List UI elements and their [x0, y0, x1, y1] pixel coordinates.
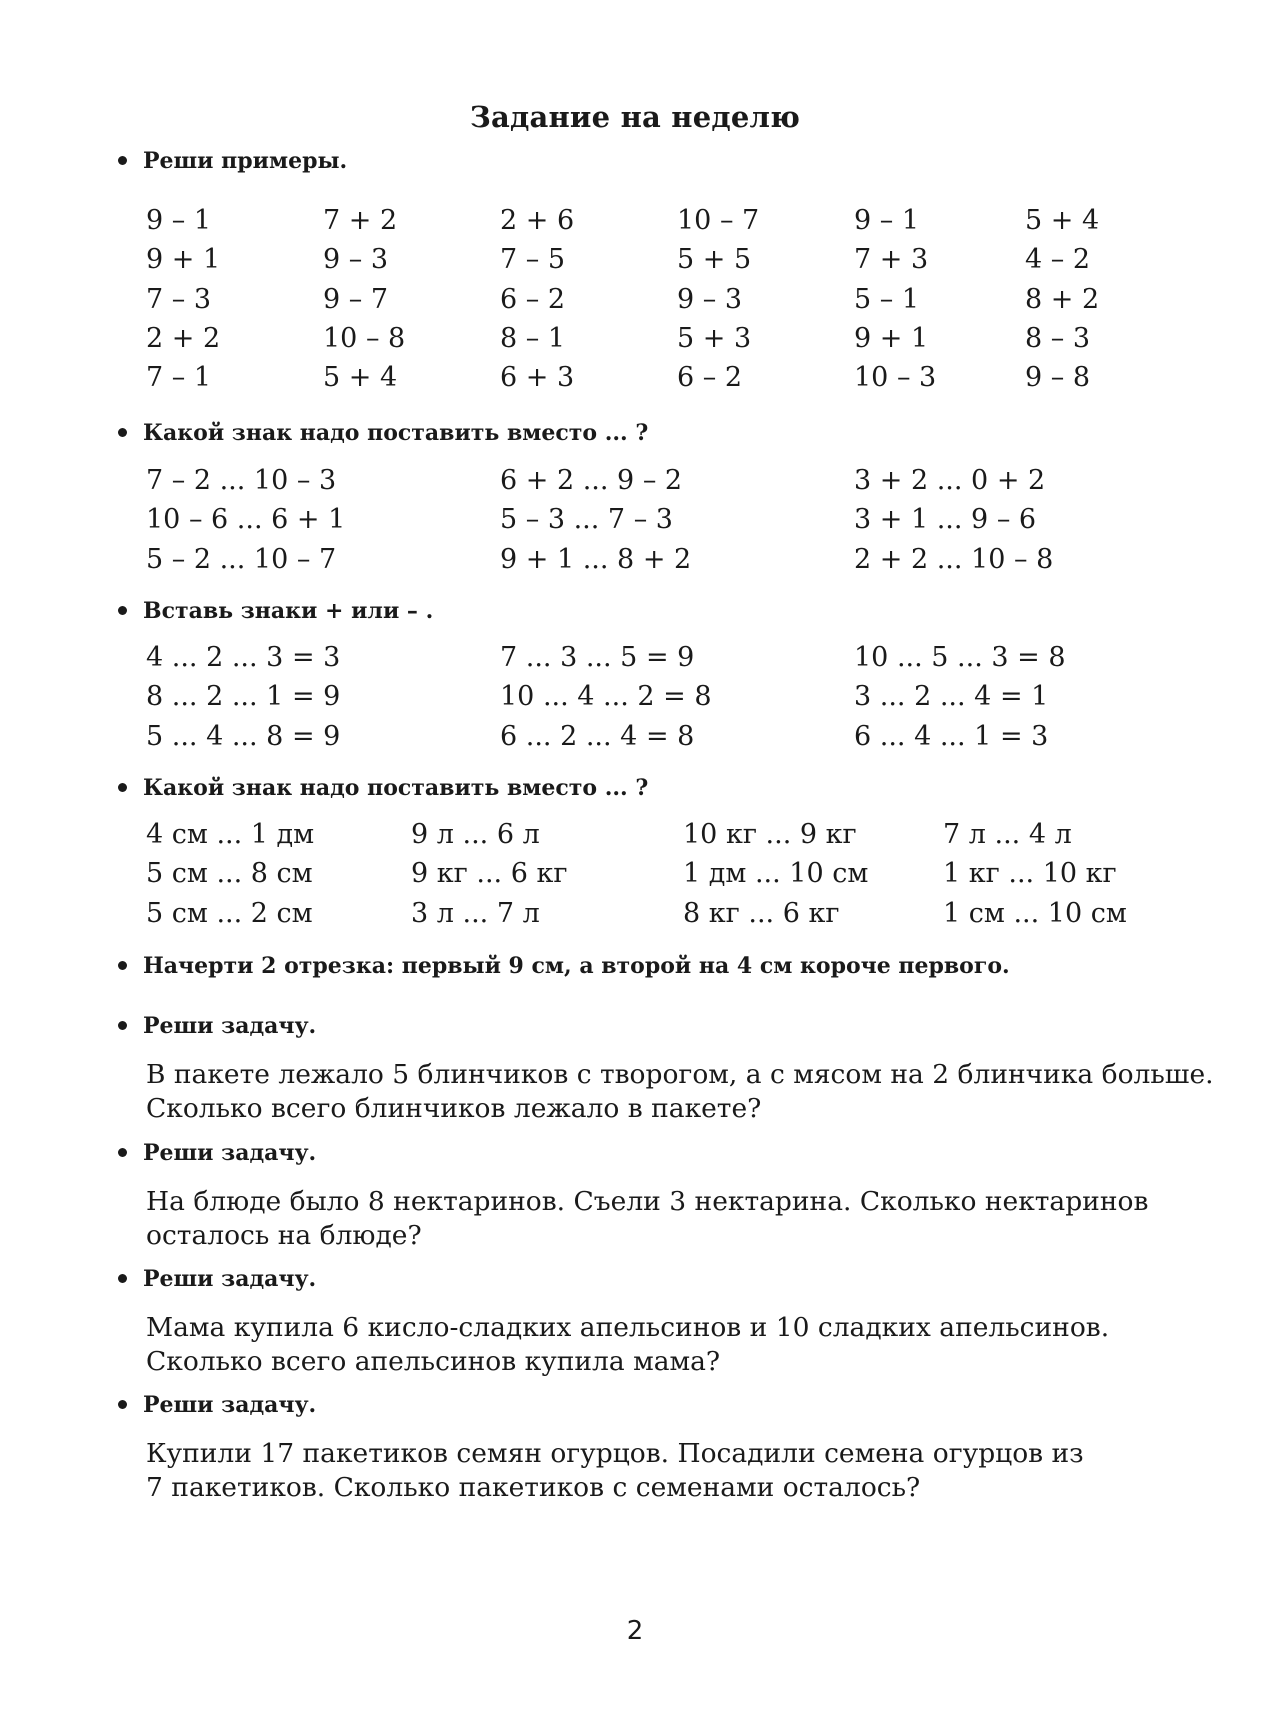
bullet-icon: [118, 783, 127, 792]
section-header-text: Какой знак надо поставить вместо ... ?: [143, 775, 649, 801]
unit-comparison: 3 л ... 7 л: [411, 897, 540, 929]
bullet-icon: [118, 1148, 127, 1157]
comparison: 3 + 1 ... 9 – 6: [854, 504, 1037, 536]
example: 7 – 5: [500, 244, 566, 276]
section-header-solve-problem: [118, 1013, 316, 1039]
example: 10 – 8: [323, 322, 406, 354]
problem-line: Сколько всего апельсинов купила мама?: [146, 1346, 721, 1377]
bullet-icon: [118, 961, 127, 970]
equation: 4 ... 2 ... 3 = 3: [146, 642, 341, 673]
unit-comparison: 5 см ... 2 см: [146, 897, 313, 929]
bullet-icon: [118, 1400, 127, 1409]
example: 6 – 2: [500, 283, 566, 315]
equation: 10 ... 5 ... 3 = 8: [854, 642, 1066, 673]
section-header-text: Реши задачу.: [143, 1013, 317, 1039]
problem-line: 7 пакетиков. Сколько пакетиков с семенами осталось?: [146, 1472, 921, 1503]
section-header-text: Вставь знаки + или – .: [143, 598, 434, 624]
example: 7 + 3: [854, 244, 929, 276]
example: 9 – 8: [1025, 362, 1091, 394]
unit-comparison: 4 см ... 1 дм: [146, 819, 315, 850]
unit-comparison: 1 кг ... 10 кг: [943, 858, 1117, 890]
section-header-solve-problem: [118, 1266, 316, 1292]
equation: 8 ... 2 ... 1 = 9: [146, 681, 341, 713]
example: 6 – 2: [677, 362, 743, 394]
example: 8 + 2: [1025, 283, 1100, 315]
insert-signs-grid: [146, 638, 1114, 756]
comparison: 3 + 2 ... 0 + 2: [854, 465, 1046, 496]
comparison: 5 – 3 ... 7 – 3: [500, 504, 673, 536]
word-problem-seeds: [146, 1437, 1206, 1505]
comparison: 2 + 2 ... 10 – 8: [854, 543, 1054, 575]
section-header-which-sign-units: [118, 775, 648, 801]
example: 9 – 7: [323, 283, 389, 315]
equation: 5 ... 4 ... 8 = 9: [146, 720, 341, 752]
example: 9 – 3: [323, 244, 389, 276]
bullet-icon: [118, 1021, 127, 1030]
example: 10 – 7: [677, 205, 760, 236]
problem-line: осталось на блюде?: [146, 1220, 422, 1251]
example: 5 + 3: [677, 322, 752, 354]
example: 7 + 2: [323, 205, 398, 236]
equation: 6 ... 4 ... 1 = 3: [854, 720, 1049, 752]
unit-comparison: 7 л ... 4 л: [943, 819, 1072, 850]
example: 6 + 3: [500, 362, 575, 394]
example: 4 – 2: [1025, 244, 1091, 276]
comparison: 5 – 2 ... 10 – 7: [146, 543, 337, 575]
example: 5 + 4: [1025, 205, 1100, 236]
example: 9 + 1: [146, 244, 221, 276]
section-header-which-sign: [118, 420, 648, 446]
comparison: 6 + 2 ... 9 – 2: [500, 465, 683, 496]
example: 10 – 3: [854, 362, 937, 394]
unit-comparison: 1 дм ... 10 см: [683, 858, 869, 890]
section-header-insert-signs: [118, 598, 433, 624]
example: 5 + 5: [677, 244, 752, 276]
section-header-solve-examples: [118, 148, 347, 174]
example: 9 – 1: [146, 205, 212, 236]
example: 9 – 1: [854, 205, 920, 236]
word-problem-pancakes: [146, 1058, 1214, 1126]
section-header-solve-problem: [118, 1392, 316, 1418]
problem-line: Сколько всего блинчиков лежало в пакете?: [146, 1093, 762, 1124]
section-header-text: Какой знак надо поставить вместо ... ?: [143, 420, 649, 446]
comparison: 10 – 6 ... 6 + 1: [146, 504, 346, 536]
example: 8 – 1: [500, 322, 566, 354]
section-header-text: Начерти 2 отрезка: первый 9 см, а второй на 4 см короче первого.: [143, 953, 1010, 979]
equation: 3 ... 2 ... 4 = 1: [854, 681, 1049, 713]
unit-comparison: 8 кг ... 6 кг: [683, 897, 840, 929]
unit-comparison: 5 см ... 8 см: [146, 858, 313, 890]
equation: 7 ... 3 ... 5 = 9: [500, 642, 695, 673]
example: 7 – 1: [146, 362, 212, 394]
unit-comparison: 9 кг ... 6 кг: [411, 858, 568, 890]
unit-comparison: 9 л ... 6 л: [411, 819, 540, 850]
section-header-text: Реши задачу.: [143, 1392, 317, 1418]
example: 7 – 3: [146, 283, 212, 315]
comparison: 7 – 2 ... 10 – 3: [146, 465, 337, 496]
page-title: Задание на неделю: [469, 100, 801, 134]
example: 2 + 2: [146, 322, 221, 354]
unit-comparison: 10 кг ... 9 кг: [683, 819, 857, 850]
comparison: 9 + 1 ... 8 + 2: [500, 543, 692, 575]
problem-line: Купили 17 пакетиков семян огурцов. Посадили семена огурцов из: [146, 1438, 1084, 1469]
section-header-text: Реши задачу.: [143, 1266, 317, 1292]
example: 2 + 6: [500, 205, 575, 236]
problem-line: На блюде было 8 нектаринов. Съели 3 нектарина. Сколько нектаринов: [146, 1186, 1149, 1217]
compare-grid: [146, 461, 1114, 579]
section-header-draw-segments: [118, 953, 1010, 979]
equation: 6 ... 2 ... 4 = 8: [500, 720, 695, 752]
bullet-icon: [118, 156, 127, 165]
bullet-icon: [118, 428, 127, 437]
problem-line: В пакете лежало 5 блинчиков с творогом, а с мясом на 2 блинчика больше.: [146, 1059, 1214, 1090]
section-header-text: Реши задачу.: [143, 1140, 317, 1166]
example: 9 + 1: [854, 322, 929, 354]
units-grid: [146, 815, 1163, 933]
word-problem-nectarines: [146, 1185, 1206, 1253]
problem-line: Мама купила 6 кисло-сладких апельсинов и 10 сладких апельсинов.: [146, 1312, 1110, 1343]
example: 9 – 3: [677, 283, 743, 315]
word-problem-oranges: [146, 1311, 1206, 1379]
bullet-icon: [118, 1274, 127, 1283]
section-header-solve-problem: [118, 1140, 316, 1166]
page-number: 2: [626, 1616, 644, 1646]
example: 5 + 4: [323, 362, 398, 394]
example: 5 – 1: [854, 283, 920, 315]
bullet-icon: [118, 606, 127, 615]
examples-grid: [146, 201, 1145, 397]
example: 8 – 3: [1025, 322, 1091, 354]
unit-comparison: 1 см ... 10 см: [943, 897, 1127, 929]
section-header-text: Реши примеры.: [143, 148, 348, 174]
equation: 10 ... 4 ... 2 = 8: [500, 681, 712, 713]
